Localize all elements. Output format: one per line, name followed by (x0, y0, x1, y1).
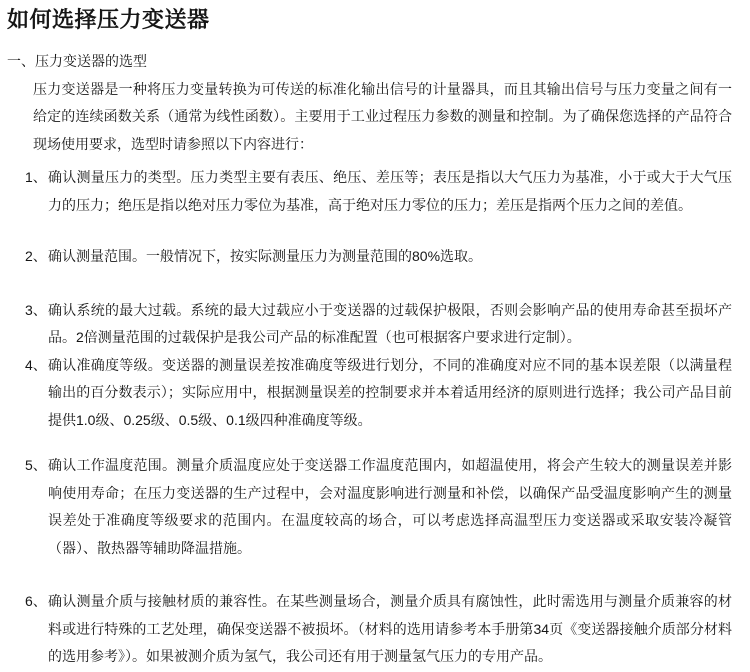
item-text: 确认测量介质与接触材质的兼容性。在某些测量场合，测量介质具有腐蚀性，此时需选用与测量介质兼容的材料或进行特殊的工艺处理，确保变送器不被损坏。（材料的选用请参考本手册第34页《变送器接触介质部分材料的选用参考》）。如果被测介质为氢气，我公司还有用于测量氢气压力的专用产品。 (48, 593, 732, 664)
list-item-2 (25, 243, 732, 271)
item-text: 确认系统的最大过载。系统的最大过载应小于变送器的过载保护极限，否则会影响产品的使用寿命甚至损坏产品。2倍测量范围的过载保护是我公司产品的标准配置（也可根据客户要求进行定制）。 (48, 301, 732, 345)
item-text: 确认测量范围。一般情况下，按实际测量压力为测量范围的80%选取。 (48, 248, 483, 264)
item-text: 确认工作温度范围。测量介质温度应处于变送器工作温度范围内，如超温使用，将会产生较大的测量误差并影响使用寿命；在压力变送器的生产过程中，会对温度影响进行测量和补偿，以确保产品受温度影响产生的测量误差处于准确度等级要求的范围内。在温度较高的场合，可以考虑选择高温型压力变送器或采取安装冷凝管（器）、散热器等辅助降温措施。 (48, 457, 732, 556)
section-heading-row (7, 48, 732, 76)
item-number: 5、 (25, 457, 47, 473)
document-title: 如何选择压力变送器 (7, 7, 210, 32)
section-number: 一、 (7, 53, 35, 69)
item-text: 确认测量压力的类型。压力类型主要有表压、绝压、差压等；表压是指以大气压力为基准，小于或大于大气压力的压力；绝压是指以绝对压力零位为基准，高于绝对压力零位的压力；差压是指两个压力之间的差值。 (48, 169, 732, 213)
list-item-1 (25, 164, 732, 219)
section-heading: 压力变送器的选型 (35, 53, 147, 69)
item-number: 2、 (25, 248, 47, 264)
item-number: 1、 (25, 169, 47, 185)
list-item-3 (25, 297, 732, 352)
list-item-5 (25, 452, 732, 562)
item-number: 3、 (25, 301, 47, 318)
list-item-4 (25, 352, 732, 435)
item-number: 4、 (25, 356, 47, 373)
item-text: 确认准确度等级。变送器的测量误差按准确度等级进行划分，不同的准确度对应不同的基本误差限（以满量程输出的百分数表示）；实际应用中，根据测量误差的控制要求并本着适用经济的原则进行选择；我公司产品目前提供1.0级、0.25级、0.5级、0.1级四种准确度等级。 (48, 356, 732, 428)
list-item-6 (25, 588, 732, 671)
intro-paragraph: 压力变送器是一种将压力变量转换为可传送的标准化输出信号的计量器具，而且其输出信号与压力变量之间有一给定的连续函数关系（通常为线性函数）。主要用于工业过程压力参数的测量和控制。为了确保您选择的产品符合现场使用要求，选型时请参照以下内容进行： (33, 80, 732, 152)
item-number: 6、 (25, 593, 47, 609)
